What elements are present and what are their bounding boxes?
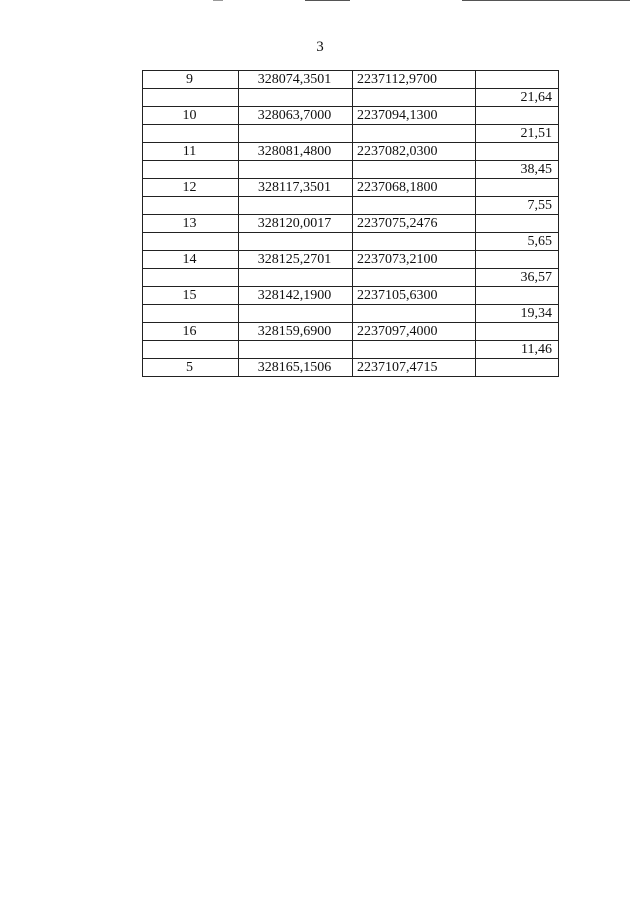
point-row <box>143 287 559 305</box>
x-coordinate-cell <box>239 197 353 215</box>
x-coordinate-cell <box>239 89 353 107</box>
point-number-cell: 12 <box>143 179 239 197</box>
x-coordinate-cell: 328081,4800 <box>239 143 353 161</box>
point-number-cell: 16 <box>143 323 239 341</box>
distance-cell: 11,46 <box>476 341 559 359</box>
distance-cell: 21,51 <box>476 125 559 143</box>
scan-artifact-line <box>462 0 630 1</box>
x-coordinate-cell: 328142,1900 <box>239 287 353 305</box>
point-number-cell: 15 <box>143 287 239 305</box>
distance-cell: 7,55 <box>476 197 559 215</box>
coordinates-table <box>142 70 559 377</box>
x-coordinate-cell: 328125,2701 <box>239 251 353 269</box>
y-coordinate-cell <box>353 233 476 251</box>
point-number-cell: 9 <box>143 71 239 89</box>
point-row <box>143 143 559 161</box>
point-number-cell <box>143 305 239 323</box>
x-coordinate-cell: 328074,3501 <box>239 71 353 89</box>
y-coordinate-cell <box>353 305 476 323</box>
point-number-cell: 5 <box>143 359 239 377</box>
x-coordinate-cell: 328159,6900 <box>239 323 353 341</box>
distance-cell <box>476 359 559 377</box>
distance-cell <box>476 179 559 197</box>
x-coordinate-cell: 328165,1506 <box>239 359 353 377</box>
y-coordinate-cell: 2237073,2100 <box>353 251 476 269</box>
point-number-cell <box>143 161 239 179</box>
x-coordinate-cell <box>239 161 353 179</box>
page-number: 3 <box>316 39 324 55</box>
y-coordinate-cell: 2237082,0300 <box>353 143 476 161</box>
x-coordinate-cell <box>239 305 353 323</box>
distance-cell <box>476 71 559 89</box>
distance-cell <box>476 143 559 161</box>
y-coordinate-cell <box>353 89 476 107</box>
distance-row <box>143 341 559 359</box>
x-coordinate-cell: 328120,0017 <box>239 215 353 233</box>
x-coordinate-cell <box>239 269 353 287</box>
distance-cell <box>476 287 559 305</box>
point-number-cell: 13 <box>143 215 239 233</box>
coordinates-table-body <box>143 71 559 377</box>
distance-cell <box>476 107 559 125</box>
scan-artifact-line <box>305 0 350 1</box>
y-coordinate-cell <box>353 161 476 179</box>
y-coordinate-cell: 2237097,4000 <box>353 323 476 341</box>
point-number-cell <box>143 89 239 107</box>
x-coordinate-cell <box>239 125 353 143</box>
point-number-cell: 11 <box>143 143 239 161</box>
x-coordinate-cell <box>239 233 353 251</box>
point-row <box>143 71 559 89</box>
point-row <box>143 359 559 377</box>
distance-cell <box>476 251 559 269</box>
y-coordinate-cell: 2237068,1800 <box>353 179 476 197</box>
distance-cell: 19,34 <box>476 305 559 323</box>
distance-row <box>143 197 559 215</box>
point-number-cell <box>143 233 239 251</box>
y-coordinate-cell: 2237112,9700 <box>353 71 476 89</box>
distance-row <box>143 233 559 251</box>
point-number-cell <box>143 341 239 359</box>
distance-row <box>143 125 559 143</box>
point-row <box>143 107 559 125</box>
distance-cell: 36,57 <box>476 269 559 287</box>
y-coordinate-cell <box>353 341 476 359</box>
x-coordinate-cell: 328117,3501 <box>239 179 353 197</box>
x-coordinate-cell <box>239 341 353 359</box>
point-row <box>143 323 559 341</box>
distance-row <box>143 161 559 179</box>
distance-cell: 5,65 <box>476 233 559 251</box>
y-coordinate-cell <box>353 125 476 143</box>
distance-cell <box>476 323 559 341</box>
y-coordinate-cell: 2237105,6300 <box>353 287 476 305</box>
point-row <box>143 179 559 197</box>
scan-artifact-line <box>213 0 223 1</box>
point-number-cell <box>143 269 239 287</box>
y-coordinate-cell <box>353 269 476 287</box>
distance-cell: 21,64 <box>476 89 559 107</box>
point-row <box>143 251 559 269</box>
point-number-cell: 14 <box>143 251 239 269</box>
y-coordinate-cell: 2237107,4715 <box>353 359 476 377</box>
point-number-cell <box>143 197 239 215</box>
distance-cell: 38,45 <box>476 161 559 179</box>
point-row <box>143 215 559 233</box>
point-number-cell: 10 <box>143 107 239 125</box>
distance-row <box>143 269 559 287</box>
y-coordinate-cell <box>353 197 476 215</box>
distance-cell <box>476 215 559 233</box>
distance-row <box>143 89 559 107</box>
distance-row <box>143 305 559 323</box>
y-coordinate-cell: 2237094,1300 <box>353 107 476 125</box>
y-coordinate-cell: 2237075,2476 <box>353 215 476 233</box>
x-coordinate-cell: 328063,7000 <box>239 107 353 125</box>
point-number-cell <box>143 125 239 143</box>
